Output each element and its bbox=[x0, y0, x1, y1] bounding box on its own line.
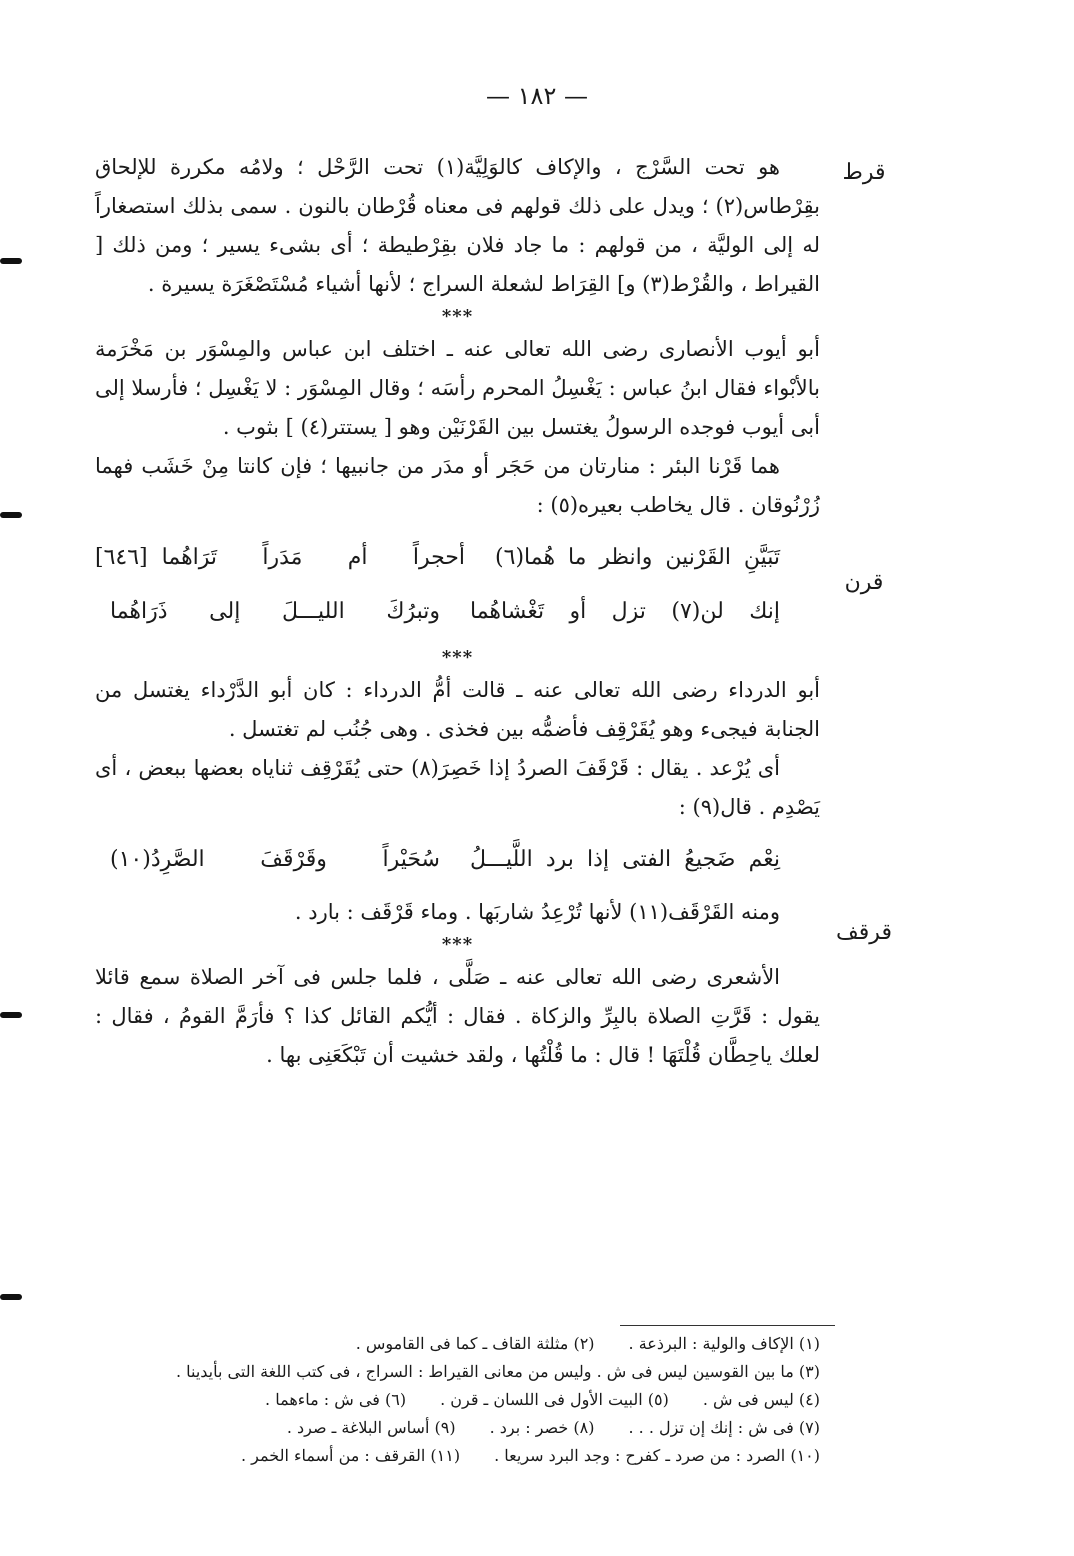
hemistich: سُحَيْراً وقَرْقَفَ الصَّرِدُ(١٠) bbox=[110, 847, 440, 872]
footnote: (١١) القرقف : من أسماء الخمر . bbox=[241, 1446, 461, 1465]
hemistich: نِعْم ضَجيعُ الفتى إذا برد اللَّيـــلُ bbox=[470, 847, 780, 872]
paragraph-ashari: الأشعرى رضى الله تعالى عنه ـ صَلَّى ، فلما جلس فى آخر الصلاة سمع قائلا يقول : قَرَّتِ الصلاة بالبِرِّ والزكاة . فقال : أيُّكم القائل كذا ؟ فأرَمَّ القومُ ، فقال : لعلك ياحِطَّان قُلْتَهَا ! قال : ما قُلْتُها ، ولقد خشيت أن تَبْكَعَنِى بها . bbox=[95, 965, 820, 1067]
footnote: (١٠) الصرد : من صرد ـ كفرح : وجد البرد سريعا . bbox=[494, 1446, 820, 1465]
footnotes bbox=[95, 1330, 820, 1470]
entry-abu-ayyub bbox=[95, 330, 820, 639]
poem-line bbox=[95, 531, 780, 585]
footnote: (٩) أساس البلاغة ـ صرد . bbox=[286, 1418, 456, 1437]
footnote: (٧) فى ش : إنك إن تزل . . . bbox=[628, 1418, 820, 1437]
separator-3: *** bbox=[441, 934, 474, 955]
binding-mark bbox=[0, 512, 22, 518]
root-label-qarqaf: قرقف bbox=[836, 920, 892, 945]
footnote: (٨) خصر : برد . bbox=[489, 1418, 595, 1437]
root-label-qarn: قرن bbox=[844, 570, 884, 595]
main-text bbox=[95, 148, 820, 1075]
footnote: (١) الإكاف والولية : البرذعة . bbox=[628, 1334, 820, 1353]
entry-ashari bbox=[95, 958, 820, 1075]
page-number: — ١٨٢ — bbox=[486, 82, 588, 110]
footnote: (٣) ما بين القوسين ليس فى ش . وليس من معانى القيراط : السراج ، فى كتب اللغة التى بأيدينا . bbox=[175, 1362, 820, 1381]
paragraph-qarqaf: أى يُرْعد . يقال : قَرْقَفَ الصردُ إذا خَصِرَ(٨) حتى يُقَرْقِف ثناياه بعضها ببعض ، أى يَصْدِم . قال(٩) : bbox=[95, 756, 820, 819]
footnote: (٥) البيت الأول فى اللسان ـ قرن . bbox=[440, 1390, 669, 1409]
poem-1 bbox=[95, 531, 820, 639]
footnote: (٢) مثلثة القاف ـ كما فى القاموس . bbox=[355, 1334, 595, 1353]
binding-mark bbox=[0, 258, 22, 264]
footnote-row bbox=[95, 1330, 820, 1358]
footnote-row bbox=[95, 1414, 820, 1442]
separator-1: *** bbox=[441, 306, 474, 327]
footnote: (٤) ليس فى ش . bbox=[702, 1390, 820, 1409]
footnote-row bbox=[95, 1358, 820, 1386]
separator-2: *** bbox=[441, 647, 474, 668]
poem-2 bbox=[95, 833, 820, 887]
hemistich: وتبرُكَ الليـــلَ إلى ذَرَاهُما bbox=[110, 599, 440, 624]
entry-qurt bbox=[95, 148, 820, 304]
hemistich: إنك لن(٧) تزل أو تَغْشاهُما bbox=[470, 599, 780, 624]
paragraph-abu-darda: أبو الدرداء رضى الله تعالى عنه ـ قالت أمُّ الدرداء : كان أبو الدَّرْداء يغتسل من الجنابة فيجىء وهو يُقَرْقِف فأضمُّه بين فخذى . وهى جُنُب لم تغتسل . bbox=[95, 678, 820, 741]
footnote-row bbox=[95, 1386, 820, 1414]
hemistich: أحجراً أم مَدَراً تَرَاهُما bbox=[161, 545, 466, 570]
hemistich: تَبَيَّنِ القَرْنين وانظر ما هُما(٦) bbox=[495, 545, 780, 570]
verse-reference-number: [٦٤٦] bbox=[95, 545, 148, 570]
paragraph-qarqaf-end: ومنه القَرْقَف(١١) لأنها تُرْعِدُ شاربَها . وماء قَرْقَف : بارد . bbox=[294, 900, 780, 924]
entry-abu-darda bbox=[95, 671, 820, 932]
binding-mark bbox=[0, 1294, 22, 1300]
paragraph-abu-ayyub: أبو أيوب الأنصارى رضى الله تعالى عنه ـ اختلف ابن عباس والمِسْوَر بن مَخْرَمة بالأبْواء فقال ابنُ عباس : يَغْسِلُ المحرم رأسَه ؛ وقال المِسْوَر : لا يَغْسِل ؛ فأرسلا إلى أبى أيوب فوجده الرسولُ يغتسل بين القَرْنَيْن وهو [ يستتر(٤) ] بثوب . bbox=[95, 337, 820, 439]
binding-mark bbox=[0, 1012, 22, 1018]
footnote-divider bbox=[620, 1325, 835, 1326]
footnote: (٦) فى ش : ماءهما . bbox=[265, 1390, 407, 1409]
footnote-row bbox=[95, 1442, 820, 1470]
poem-line bbox=[95, 833, 780, 887]
paragraph-qarn: هما قَرْنا البئر : منارتان من حَجَر أو مدَر من جانبيها ؛ فإن كانتا مِنْ خَشَب فهما زُرْنُوقان . قال يخاطب بعيره(٥) : bbox=[95, 454, 820, 517]
root-label-qurt: قرط bbox=[842, 160, 886, 185]
paragraph-qurt: هو تحت السَّرْج ، والإكاف كالوَلِيَّة(١) تحت الرَّحْل ؛ ولامُه مكررة للإلحاق بقِرْطاس(٢) ؛ ويدل على ذلك قولهم فى معناه قُرْطان بالنون . سمى بذلك استصغاراً له إلى الوليَّة ، من قولهم : ما جاد فلان بقِرْطيطة ؛ أى بشىء يسير ؛ ومن ذلك [ القيراط ، والقُرْط(٣) و] القِرَاط لشعلة السراج ؛ لأنها أشياء مُسْتَصْغَرَة يسيرة . bbox=[95, 155, 820, 296]
poem-line bbox=[95, 585, 780, 639]
